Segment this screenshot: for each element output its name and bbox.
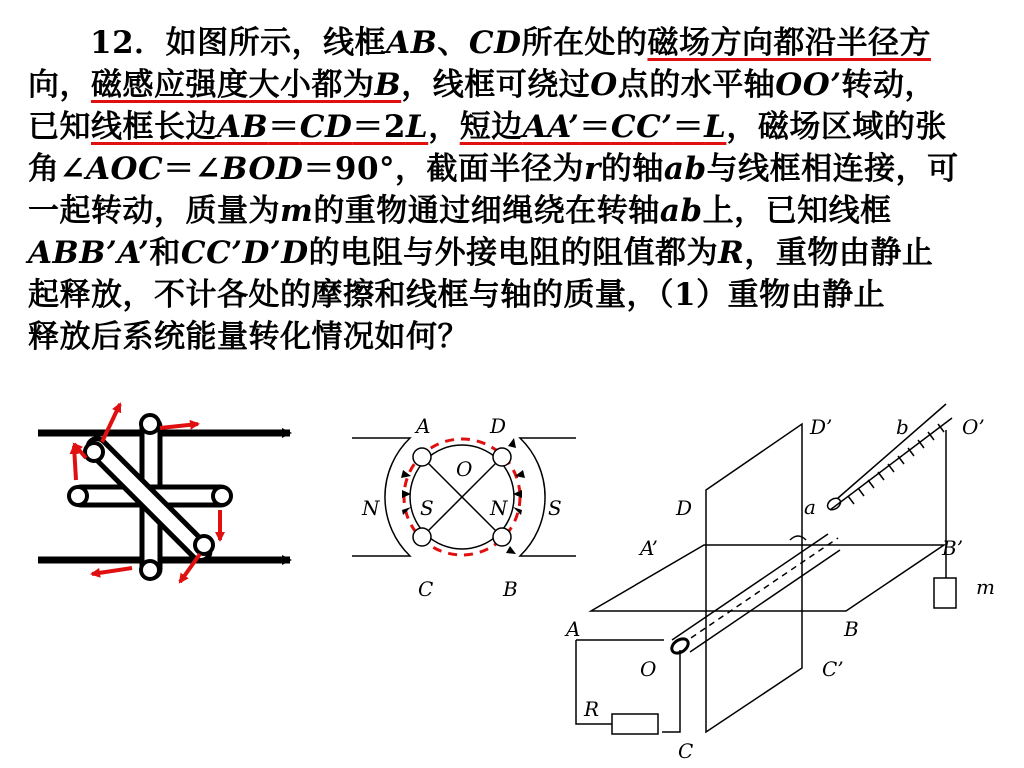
hanging-mass: [934, 578, 956, 608]
label-B-prime: B’: [942, 536, 964, 560]
label-C-right: C: [678, 739, 694, 763]
text-run: 转动，: [841, 67, 937, 103]
text-run: ，重物由静止: [744, 235, 934, 271]
var-AA: AA’: [522, 109, 580, 145]
var-R: R: [718, 235, 745, 271]
underlined-phrase: 磁场方向都沿半径方: [647, 25, 931, 61]
label-O-right: O: [640, 657, 657, 681]
figure-right: [576, 404, 956, 734]
var-r: r: [584, 151, 601, 187]
label-b: b: [896, 415, 909, 439]
text-run: 向，: [28, 67, 91, 103]
text-run: ，: [428, 109, 460, 145]
resistor-R: [612, 714, 658, 734]
var-AOC: AOC: [85, 151, 164, 187]
text-run: 点的水平轴: [617, 67, 776, 103]
problem-number: 12．: [90, 25, 166, 61]
var-AB: AB: [386, 25, 438, 61]
label-B: B: [503, 577, 518, 601]
var-L: L: [704, 109, 727, 145]
label-C: C: [418, 577, 434, 601]
spool-end-a: [825, 496, 842, 512]
text-run: 的电阻与外接电阻的阻值都为: [308, 235, 719, 271]
text-run: 角∠: [28, 151, 86, 187]
label-A-right: A: [566, 617, 581, 641]
text-run: 、: [437, 25, 469, 61]
label-D: D: [490, 414, 507, 438]
label-S-left: S: [420, 496, 434, 520]
figure-middle: [352, 414, 576, 601]
label-A-prime: A’: [640, 536, 658, 560]
var-OO: OO’: [775, 67, 842, 103]
var-O: O: [590, 67, 618, 103]
var-B: B: [374, 67, 402, 103]
text-run: 线框长边: [91, 109, 217, 145]
label-N-right: N: [490, 496, 508, 520]
text-run: 磁感应强度大小都为: [91, 67, 375, 103]
text-run: ＝2: [352, 109, 406, 145]
var-ab: ab: [663, 151, 707, 187]
text-run: ，线框可绕过: [401, 67, 591, 103]
problem-line-8: 释放后系统能量转化情况如何？: [28, 319, 469, 355]
axle-edge-2: [690, 550, 840, 652]
text-run: 短边: [459, 109, 523, 145]
circuit-wire-right: [662, 650, 680, 732]
var-BOD: BOD: [221, 151, 304, 187]
var-ABBA: ABB’A’: [28, 235, 150, 271]
text-run: 的轴: [600, 151, 664, 187]
text-run: 已知: [28, 109, 91, 145]
text-run: 与线框相连接，可: [706, 151, 959, 187]
figure-left: [38, 404, 290, 582]
text-run: 所在处的: [521, 25, 648, 61]
text-run: 如图所示，线框: [165, 25, 387, 61]
var-AB: AB: [217, 109, 269, 145]
magnet-pole-left: [352, 438, 410, 556]
text-run: ＝: [268, 109, 300, 145]
var-ab: ab: [659, 193, 703, 229]
vertical-frame-plane: [706, 424, 802, 732]
text-run: 上，已知线框: [702, 193, 892, 229]
spool-edge-1: [838, 404, 946, 498]
var-L: L: [405, 109, 429, 145]
label-O: O: [456, 457, 473, 481]
label-D-right: D: [676, 496, 693, 520]
label-D-prime: D’: [810, 415, 833, 439]
text-run: ＝: [672, 109, 705, 145]
var-CD: CD: [299, 109, 353, 145]
text-run: ＝90°，截面半径为: [303, 151, 585, 187]
label-B-right: B: [844, 617, 859, 641]
text-run: 和: [149, 235, 181, 271]
label-N-left: N: [362, 496, 380, 520]
text-run: ＝∠: [163, 151, 222, 187]
label-O-prime: O’: [962, 415, 985, 439]
label-m: m: [976, 575, 995, 599]
var-CCDD: CC’D’D: [180, 235, 309, 271]
label-C-prime: C’: [822, 657, 844, 681]
label-a: a: [804, 495, 816, 519]
text-run: ，磁场区域的张: [726, 109, 947, 145]
text-run: 一起转动，质量为: [28, 193, 280, 229]
var-m: m: [280, 193, 314, 229]
var-CC: CC’: [610, 109, 673, 145]
problem-line-7: 起释放，不计各处的摩擦和线框与轴的质量，（1）重物由静止: [28, 277, 886, 313]
label-S-right: S: [548, 496, 562, 520]
var-CD: CD: [468, 25, 522, 61]
text-run: 的重物通过细绳绕在转轴: [313, 193, 660, 229]
text-run: ＝: [579, 109, 611, 145]
label-R: R: [584, 697, 600, 721]
axle-crossing: [790, 536, 806, 540]
label-A: A: [416, 414, 431, 438]
